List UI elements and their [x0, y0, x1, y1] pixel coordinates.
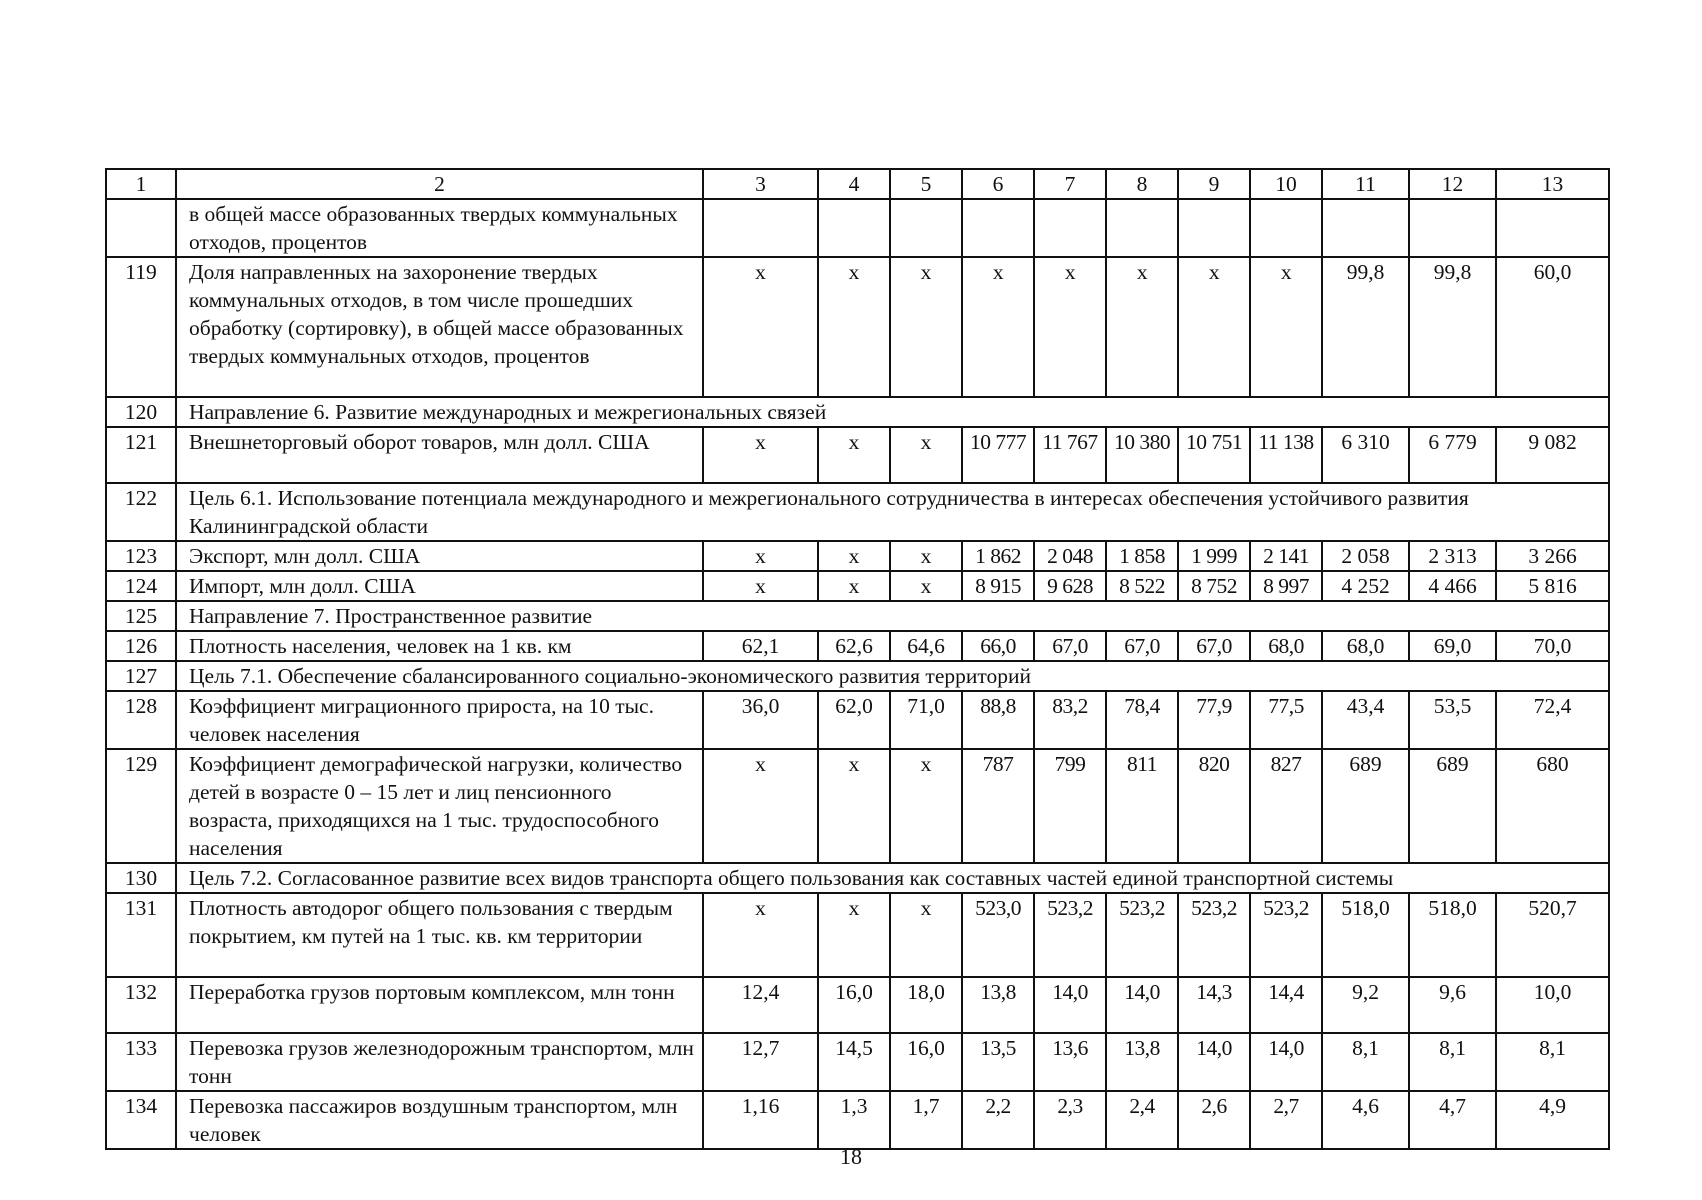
- value-cell: 4,9: [1496, 1091, 1609, 1149]
- value-cell: х: [890, 571, 962, 601]
- value-cell: 523,2: [1178, 893, 1250, 977]
- value-cell: 12,4: [703, 977, 818, 1033]
- row-number: 120: [106, 397, 176, 427]
- value-cell: 3 266: [1496, 541, 1609, 571]
- value-cell: 8 522: [1106, 571, 1178, 601]
- value-cell: 14,0: [1178, 1033, 1250, 1091]
- value-cell: 689: [1322, 749, 1409, 863]
- indicator-label: Перевозка пассажиров воздушным транспортом, млн человек: [176, 1091, 703, 1149]
- column-header: 9: [1178, 169, 1250, 199]
- section-heading: Цель 7.1. Обеспечение сбалансированного социально-экономического развития территорий: [176, 661, 1609, 691]
- value-cell: 13,8: [962, 977, 1034, 1033]
- value-cell: 16,0: [818, 977, 890, 1033]
- table-row: [106, 691, 1609, 749]
- value-cell: 1,7: [890, 1091, 962, 1149]
- value-cell: х: [818, 571, 890, 601]
- value-cell: [703, 199, 818, 257]
- value-cell: 8 915: [962, 571, 1034, 601]
- value-cell: 811: [1106, 749, 1178, 863]
- table-row: [106, 631, 1609, 661]
- value-cell: 820: [1178, 749, 1250, 863]
- value-cell: 12,7: [703, 1033, 818, 1091]
- value-cell: 523,2: [1034, 893, 1106, 977]
- value-cell: 14,3: [1178, 977, 1250, 1033]
- value-cell: х: [818, 893, 890, 977]
- value-cell: 2 058: [1322, 541, 1409, 571]
- indicator-label: Коэффициент миграционного прироста, на 10 тыс. человек населения: [176, 691, 703, 749]
- value-cell: х: [1034, 257, 1106, 397]
- row-number: 127: [106, 661, 176, 691]
- column-header: 13: [1496, 169, 1609, 199]
- row-number: 129: [106, 749, 176, 863]
- table-row: [106, 1091, 1609, 1149]
- row-number: 121: [106, 427, 176, 483]
- value-cell: 83,2: [1034, 691, 1106, 749]
- indicators-table: [105, 168, 1610, 1150]
- value-cell: 69,0: [1409, 631, 1496, 661]
- value-cell: 6 310: [1322, 427, 1409, 483]
- value-cell: 2 141: [1250, 541, 1322, 571]
- value-cell: 14,0: [1106, 977, 1178, 1033]
- value-cell: х: [818, 257, 890, 397]
- value-cell: х: [703, 427, 818, 483]
- row-number: 125: [106, 601, 176, 631]
- value-cell: 16,0: [890, 1033, 962, 1091]
- table-row: [106, 601, 1609, 631]
- section-heading: Направление 6. Развитие международных и межрегиональных связей: [176, 397, 1609, 427]
- value-cell: 8 752: [1178, 571, 1250, 601]
- column-header: 4: [818, 169, 890, 199]
- table-row: [106, 749, 1609, 863]
- value-cell: [1106, 199, 1178, 257]
- value-cell: 64,6: [890, 631, 962, 661]
- table-row: [106, 257, 1609, 397]
- value-cell: х: [890, 893, 962, 977]
- value-cell: 5 816: [1496, 571, 1609, 601]
- value-cell: х: [1178, 257, 1250, 397]
- value-cell: 799: [1034, 749, 1106, 863]
- table-row: [106, 661, 1609, 691]
- table-row: [106, 397, 1609, 427]
- section-heading: Цель 7.2. Согласованное развитие всех видов транспорта общего пользования как составных частей единой транспортной системы: [176, 863, 1609, 893]
- indicator-label: Переработка грузов портовым комплексом, млн тонн: [176, 977, 703, 1033]
- indicator-label: Импорт, млн долл. США: [176, 571, 703, 601]
- indicator-label: Внешнеторговый оборот товаров, млн долл. США: [176, 427, 703, 483]
- value-cell: [890, 199, 962, 257]
- table-row: [106, 1033, 1609, 1091]
- value-cell: 13,8: [1106, 1033, 1178, 1091]
- row-number: [106, 199, 176, 257]
- table-row: [106, 893, 1609, 977]
- row-number: 123: [106, 541, 176, 571]
- value-cell: х: [703, 749, 818, 863]
- value-cell: [1496, 199, 1609, 257]
- indicator-label: в общей массе образованных твердых коммунальных отходов, процентов: [176, 199, 703, 257]
- value-cell: 18,0: [890, 977, 962, 1033]
- value-cell: 70,0: [1496, 631, 1609, 661]
- value-cell: [1409, 199, 1496, 257]
- row-number: 133: [106, 1033, 176, 1091]
- column-header: 5: [890, 169, 962, 199]
- table-body: [106, 169, 1609, 1149]
- value-cell: 518,0: [1409, 893, 1496, 977]
- value-cell: 2,6: [1178, 1091, 1250, 1149]
- row-number: 128: [106, 691, 176, 749]
- value-cell: [1034, 199, 1106, 257]
- indicator-label: Доля направленных на захоронение твердых коммунальных отходов, в том числе прошедших обработку (сортировку), в общей массе образованных твердых коммунальных отходов, процентов: [176, 257, 703, 397]
- value-cell: [818, 199, 890, 257]
- value-cell: х: [818, 749, 890, 863]
- value-cell: 11 138: [1250, 427, 1322, 483]
- value-cell: 77,9: [1178, 691, 1250, 749]
- value-cell: 787: [962, 749, 1034, 863]
- indicator-label: Экспорт, млн долл. США: [176, 541, 703, 571]
- row-number: 126: [106, 631, 176, 661]
- value-cell: 1 862: [962, 541, 1034, 571]
- column-header: 3: [703, 169, 818, 199]
- value-cell: 2,4: [1106, 1091, 1178, 1149]
- value-cell: 36,0: [703, 691, 818, 749]
- column-header: 2: [176, 169, 703, 199]
- value-cell: 827: [1250, 749, 1322, 863]
- value-cell: 9 628: [1034, 571, 1106, 601]
- table-row: [106, 199, 1609, 257]
- table-header-row: [106, 169, 1609, 199]
- value-cell: 71,0: [890, 691, 962, 749]
- value-cell: 14,0: [1034, 977, 1106, 1033]
- value-cell: 14,4: [1250, 977, 1322, 1033]
- value-cell: х: [890, 541, 962, 571]
- value-cell: 8,1: [1496, 1033, 1609, 1091]
- value-cell: 689: [1409, 749, 1496, 863]
- row-number: 131: [106, 893, 176, 977]
- value-cell: 2 048: [1034, 541, 1106, 571]
- value-cell: х: [703, 893, 818, 977]
- column-header: 8: [1106, 169, 1178, 199]
- table-row: [106, 863, 1609, 893]
- value-cell: х: [703, 571, 818, 601]
- value-cell: 2,2: [962, 1091, 1034, 1149]
- value-cell: 9,2: [1322, 977, 1409, 1033]
- value-cell: 523,0: [962, 893, 1034, 977]
- value-cell: 1 999: [1178, 541, 1250, 571]
- value-cell: 4 466: [1409, 571, 1496, 601]
- value-cell: х: [962, 257, 1034, 397]
- value-cell: 13,6: [1034, 1033, 1106, 1091]
- table-row: [106, 541, 1609, 571]
- value-cell: 11 767: [1034, 427, 1106, 483]
- value-cell: 67,0: [1106, 631, 1178, 661]
- value-cell: 13,5: [962, 1033, 1034, 1091]
- value-cell: х: [890, 749, 962, 863]
- value-cell: 53,5: [1409, 691, 1496, 749]
- value-cell: 680: [1496, 749, 1609, 863]
- value-cell: 4 252: [1322, 571, 1409, 601]
- value-cell: 77,5: [1250, 691, 1322, 749]
- value-cell: 2,7: [1250, 1091, 1322, 1149]
- table-row: [106, 977, 1609, 1033]
- value-cell: 518,0: [1322, 893, 1409, 977]
- column-header: 1: [106, 169, 176, 199]
- value-cell: 68,0: [1250, 631, 1322, 661]
- column-header: 10: [1250, 169, 1322, 199]
- value-cell: 4,6: [1322, 1091, 1409, 1149]
- table-row: [106, 483, 1609, 541]
- indicator-label: Плотность населения, человек на 1 кв. км: [176, 631, 703, 661]
- column-header: 6: [962, 169, 1034, 199]
- value-cell: 2 313: [1409, 541, 1496, 571]
- value-cell: 99,8: [1409, 257, 1496, 397]
- column-header: 7: [1034, 169, 1106, 199]
- value-cell: х: [1250, 257, 1322, 397]
- value-cell: 9,6: [1409, 977, 1496, 1033]
- value-cell: 14,0: [1250, 1033, 1322, 1091]
- value-cell: 4,7: [1409, 1091, 1496, 1149]
- value-cell: 2,3: [1034, 1091, 1106, 1149]
- value-cell: 10 751: [1178, 427, 1250, 483]
- value-cell: 1 858: [1106, 541, 1178, 571]
- value-cell: 67,0: [1034, 631, 1106, 661]
- value-cell: 67,0: [1178, 631, 1250, 661]
- value-cell: х: [890, 427, 962, 483]
- column-header: 12: [1409, 169, 1496, 199]
- value-cell: 1,3: [818, 1091, 890, 1149]
- column-header: 11: [1322, 169, 1409, 199]
- value-cell: 523,2: [1250, 893, 1322, 977]
- row-number: 122: [106, 483, 176, 541]
- value-cell: 99,8: [1322, 257, 1409, 397]
- section-heading: Цель 6.1. Использование потенциала международного и межрегионального сотрудничества в интересах обеспечения устойчивого развития Калининградской области: [176, 483, 1609, 541]
- value-cell: 66,0: [962, 631, 1034, 661]
- value-cell: 8 997: [1250, 571, 1322, 601]
- section-heading: Направление 7. Пространственное развитие: [176, 601, 1609, 631]
- value-cell: 6 779: [1409, 427, 1496, 483]
- value-cell: 10,0: [1496, 977, 1609, 1033]
- value-cell: 88,8: [962, 691, 1034, 749]
- value-cell: [1178, 199, 1250, 257]
- value-cell: [962, 199, 1034, 257]
- row-number: 119: [106, 257, 176, 397]
- indicator-label: Перевозка грузов железнодорожным транспортом, млн тонн: [176, 1033, 703, 1091]
- value-cell: 520,7: [1496, 893, 1609, 977]
- value-cell: 60,0: [1496, 257, 1609, 397]
- value-cell: [1322, 199, 1409, 257]
- table-row: [106, 571, 1609, 601]
- value-cell: 14,5: [818, 1033, 890, 1091]
- value-cell: 43,4: [1322, 691, 1409, 749]
- value-cell: 68,0: [1322, 631, 1409, 661]
- row-number: 130: [106, 863, 176, 893]
- value-cell: 10 380: [1106, 427, 1178, 483]
- value-cell: 8,1: [1409, 1033, 1496, 1091]
- value-cell: 78,4: [1106, 691, 1178, 749]
- value-cell: [1250, 199, 1322, 257]
- value-cell: 10 777: [962, 427, 1034, 483]
- indicator-label: Плотность автодорог общего пользования с твердым покрытием, км путей на 1 тыс. кв. км территории: [176, 893, 703, 977]
- row-number: 124: [106, 571, 176, 601]
- table-row: [106, 427, 1609, 483]
- value-cell: 62,6: [818, 631, 890, 661]
- value-cell: 9 082: [1496, 427, 1609, 483]
- value-cell: х: [890, 257, 962, 397]
- row-number: 132: [106, 977, 176, 1033]
- page-number: 18: [840, 1144, 862, 1169]
- value-cell: 1,16: [703, 1091, 818, 1149]
- value-cell: х: [818, 427, 890, 483]
- value-cell: х: [1106, 257, 1178, 397]
- value-cell: 62,1: [703, 631, 818, 661]
- value-cell: 523,2: [1106, 893, 1178, 977]
- value-cell: 72,4: [1496, 691, 1609, 749]
- row-number: 134: [106, 1091, 176, 1149]
- value-cell: 8,1: [1322, 1033, 1409, 1091]
- value-cell: 62,0: [818, 691, 890, 749]
- value-cell: х: [703, 541, 818, 571]
- value-cell: х: [703, 257, 818, 397]
- indicator-label: Коэффициент демографической нагрузки, количество детей в возрасте 0 – 15 лет и лиц пенсионного возраста, приходящихся на 1 тыс. трудоспособного населения: [176, 749, 703, 863]
- value-cell: х: [818, 541, 890, 571]
